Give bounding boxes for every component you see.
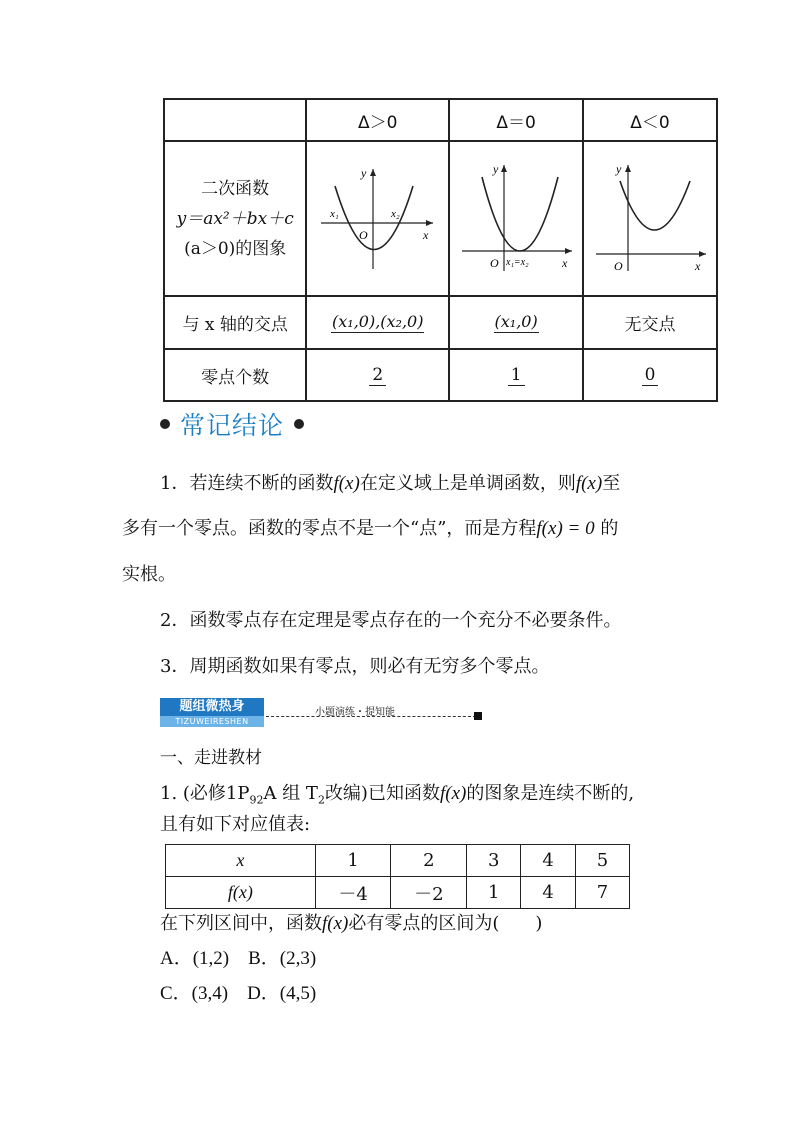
conclusion-3: 3．周期函数如果有零点，则必有无穷多个零点。 [160,656,550,677]
discriminant-table [163,98,718,402]
fx-value: 7 [576,877,630,909]
intersect-two-roots: (x₁,0),(x₂,0) [306,296,449,349]
g2-x12-label: x₁=x₂ [505,256,529,268]
practice-banner [160,698,482,730]
options-line-2: C．(3,4) D．(4,5) [160,983,317,1004]
graph-row-label: 二次函数 y＝ax²＋bx＋c (a＞0)的图象 [164,141,306,296]
zero-count-none: 0 [583,349,717,401]
section-heading [160,402,304,446]
fx-value: 4 [521,877,576,909]
x-value: 2 [391,845,467,877]
conclusion-2: 2．函数零点存在定理是零点存在的一个充分不必要条件。 [160,610,622,631]
problem-line-1: 1. (必修$1P_{92}A$ 组 $T_2$改编)已知函数f(x)的图象是连续不断的, [160,783,635,807]
parabola-one-root-graph [454,159,579,274]
conclusion-1-line-3: 实根。 [122,564,176,585]
fx-header: f(x) [166,877,316,909]
graph-two-roots [306,141,449,296]
g3-y-label: y [615,161,621,176]
conclusion-1-line-2: 多有一个零点。函数的零点不是一个“点”，而是方程f(x) = 0 的 [122,518,619,539]
banner-pinyin: TIZUWEIRESHEN [160,716,264,727]
intersect-one-root: (x₁,0) [449,296,583,349]
x-value: 1 [315,845,391,877]
intersect-row-label: 与 x 轴的交点 [164,296,306,349]
fx-value: －4 [315,877,391,909]
x-header: x [166,845,316,877]
g1-origin-label: O [358,228,368,242]
zeros-row-label: 零点个数 [164,349,306,401]
g1-y-label: y [360,166,367,180]
banner-dashed-divider [266,716,476,717]
value-table [165,844,630,909]
zero-count-two: 2 [306,349,449,401]
parabola-no-root-graph [588,159,713,274]
header-delta-zero: Δ＝0 [449,99,583,141]
part-heading: 一、走进教材 [160,748,262,768]
parabola-two-roots-graph [313,161,443,271]
problem-line-2: 且有如下对应值表: [160,814,311,835]
bullet-dot-icon [294,419,304,429]
banner-caption: 小题演练・提知能 [315,707,395,718]
question-text: 在下列区间中，函数f(x)必有零点的区间为( ) [160,913,543,934]
x-value: 4 [521,845,576,877]
graph-one-root [449,141,583,296]
header-delta-negative: Δ＜0 [583,99,717,141]
bullet-dot-icon [160,419,170,429]
square-end-icon [474,712,482,720]
options-line-1: A．(1,2) B．(2,3) [160,948,317,969]
g1-x1-label: x₁ [329,208,339,220]
x-value: 5 [576,845,630,877]
g1-x2-label: x₂ [390,208,400,220]
section-title: 常记结论 [180,411,285,440]
g3-origin-label: O [613,258,623,273]
header-empty-cell [164,99,306,141]
g1-x-label: x [422,228,429,242]
header-delta-positive: Δ＞0 [306,99,449,141]
graph-no-root [583,141,717,296]
x-value: 3 [467,845,521,877]
g3-x-label: x [694,258,700,273]
fx-value: 1 [467,877,521,909]
g2-y-label: y [492,161,498,176]
intersect-no-root: 无交点 [583,296,717,349]
fx-value: －2 [391,877,467,909]
conclusion-1-line-1: 1．若连续不断的函数f(x)在定义域上是单调函数，则f(x)至 [160,473,621,494]
g2-x-label: x [561,255,567,270]
g2-origin-label: O [489,255,499,270]
banner-title: 题组微热身 [160,698,264,716]
zero-count-one: 1 [449,349,583,401]
